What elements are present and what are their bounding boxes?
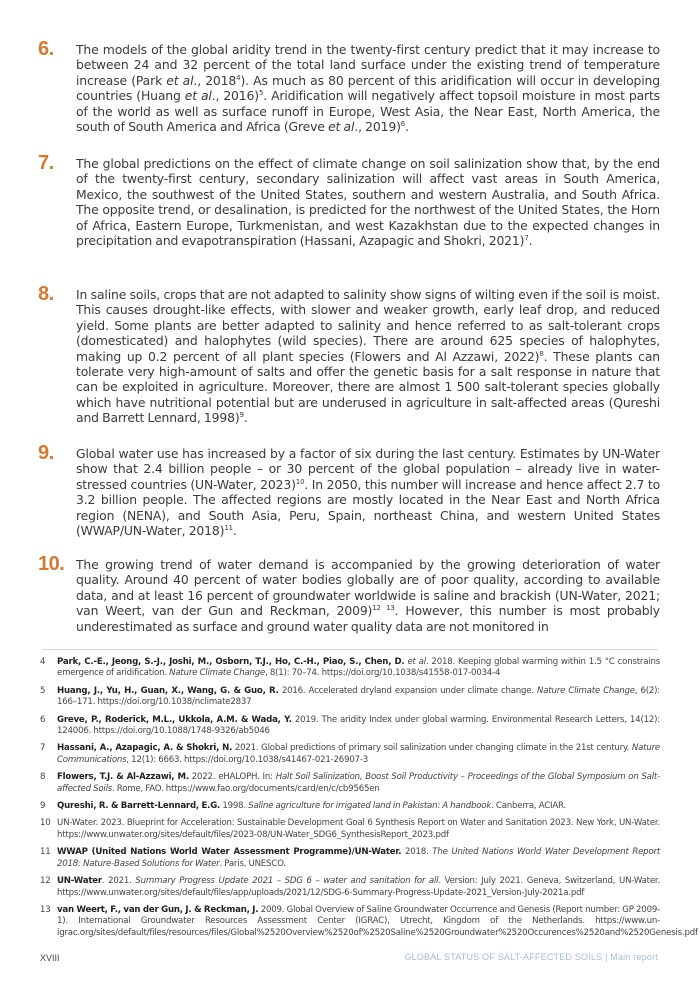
italic-text: et al <box>166 72 194 88</box>
citation-superscript: 10 <box>295 477 305 486</box>
footnote-text[interactable] <box>57 686 660 709</box>
text-run: . Canberra, ACIAR. <box>491 801 567 812</box>
paragraph-number: 6. <box>38 38 54 60</box>
text-run: . Rome, FAO. https://www.fao.org/documents/card/en/c/cb9565en <box>112 783 380 794</box>
text-run: The growing trend of water demand is accompanied by the growing deterioration of water quality. Around 40 percent of water bodies globally are of poor quality, according to available data, and at least 16 percent of groundwater worldwide is saline and brackish (UN-Water, 2021; van Weert, van der Gun and Reckman, 2009) <box>76 557 660 619</box>
text-run: ., 2018 <box>193 72 237 88</box>
footnote-text[interactable] <box>57 772 660 795</box>
footnote-7 <box>40 743 660 766</box>
footnote-6 <box>40 715 660 738</box>
paragraph-6 <box>38 38 660 135</box>
paragraph-number: 7. <box>38 152 54 174</box>
text-run: . <box>232 523 237 539</box>
citation-superscript: 8 <box>539 349 544 358</box>
author-names: Hassani, A., Azapagic, A. & Shokri, N. <box>57 743 233 754</box>
text-run: ., 2016) <box>211 88 259 104</box>
text-run: 2021. Global predictions of primary soil salinization under changing climate in the 21st century. <box>232 743 632 754</box>
footnote-text[interactable] <box>57 743 660 766</box>
footnote-10 <box>40 818 660 841</box>
italic-text: et al <box>184 88 212 104</box>
citation-superscript: 11 <box>224 523 233 532</box>
footnote-separator <box>42 649 658 650</box>
paragraph-text <box>76 446 660 538</box>
italic-text: Saline agriculture for irrigated land in Pakistan: A handbook <box>248 801 492 812</box>
page-number: XVIII <box>40 953 60 963</box>
italic-text: et al <box>407 657 426 667</box>
text-run: The global predictions on the effect of climate change on soil salinization show that, by the end of the twenty-first century, secondary salinization will affect vast areas in South America, Mexico, the southwest of the United States, southern and western Australia, and South Africa. The opposite trend, or desalination, is predicted for the northwest of the United States, the Horn of Africa, Eastern Europe, Turkmenistan, and west Kazakhstan due to the expected changes in precipitation and evapotranspiration (Hassani, Azapagic and Shokri, 2021) <box>76 156 660 249</box>
author-names: Greve, P., Roderick, M.L., Ukkola, A.M. & Wada, Y. <box>57 714 292 725</box>
text-run: 2016. Accelerated dryland expansion under climate change. <box>278 685 538 696</box>
paragraph-10 <box>38 553 660 634</box>
footnote-number: 12 <box>40 876 51 887</box>
text-run: . 2018. Keeping global warming within 1.5 °C constrains emergence of aridification. <box>57 657 661 679</box>
author-names: Qureshi, R. & Barrett-Lennard, E.G. <box>57 801 221 812</box>
italic-text: The United Nations World Water Development Report 2018: Nature-Based Solutions for Water <box>57 847 660 869</box>
citation-superscript: 4 <box>236 73 241 82</box>
citation-superscript: 5 <box>258 89 264 98</box>
italic-text: Summary Progress Update 2021 – SDG 6 – water and sanitation for all <box>135 876 439 887</box>
author-names: Flowers, T.J. & Al-Azzawi, M. <box>57 772 189 783</box>
paragraph-text <box>76 42 660 134</box>
text-run: The models of the global aridity trend in the twenty-first century predict that it may increase to between 24 and 32 percent of the total land surface under the existing trend of temperature increase (Park <box>76 42 660 88</box>
footnote-text[interactable] <box>57 715 660 738</box>
footnote-text[interactable] <box>57 876 660 899</box>
footnote-8 <box>40 772 660 795</box>
footnote-11 <box>40 847 660 870</box>
footnote-number: 11 <box>40 847 51 858</box>
text-run: ). As much as 80 percent of this aridification will occur in developing countries (Huang <box>76 72 660 104</box>
author-names: Park, C.-E., Jeong, S.-J., Joshi, M., Osborn, T.J., Ho, C.-H., Piao, S., Chen, D. <box>57 657 405 667</box>
footnote-text[interactable] <box>57 904 698 939</box>
paragraph-8 <box>38 283 660 426</box>
text-run: Global water use has increased by a factor of six during the last century. Estimates by UN-Water show that 2.4 billion people – or 30 percent of the global population – already live in water-stressed countries (UN-Water, 2023) <box>76 446 660 492</box>
text-run: . These plants can tolerate very high-amount of salts and offer the genetic basis for a salt response in nature that can be exploited in agriculture. Moreover, there are almost 1 500 salt-tolerant species globally which have nutritional potential but are underused in agriculture in salt-affected areas (Qureshi and Barrett Lennard, 1998) <box>76 348 660 426</box>
footnote-9 <box>40 801 660 812</box>
text-run: . However, this number is most probably underestimated as surface and ground water quality data are not monitored in <box>76 603 660 634</box>
text-run: . Version: July 2021. Geneva, Switzerland, UN-Water. https://www.unwater.org/sites/default/files/app/uploads/2021/12/SDG-6-Summary-Progress-Update-2021_Version-July-2021a.pdf <box>57 876 660 898</box>
paragraph-number: 8. <box>38 283 54 305</box>
text-run: 2018. <box>401 847 433 858</box>
text-run: . In 2050, this number will increase and hence affect 2.7 to 3.2 billion people. The affected regions are mostly located in the Near East and North Africa region (NENA), and South Asia, Peru, Spain, northeast China, and western United States (WWAP/UN-Water, 2018) <box>76 476 660 539</box>
paragraph-text <box>76 287 660 426</box>
text-run: 2009. Global Overview of Saline Groundwater Occurrence and Genesis (Report number: GP 2009-1). International Groundwater Resources Assessment Center (IGRAC), Utrecht, Kingdom of the Netherlands. https://www.un-igrac.org/sites/default/files/resources/files/Global%2520Overview%2520of%2520Saline%2520Groundwater%2520Occurences%2520and%2520Genesis.pdf <box>57 904 698 938</box>
text-run: . <box>405 119 409 135</box>
paragraph-7 <box>38 152 660 249</box>
italic-text: Nature Communications <box>57 743 660 765</box>
text-run: UN-Water. 2023. Blueprint for Acceleration: Sustainable Development Goal 6 Synthesis Report on Water and Sanitation 2023. New York, UN-Water. https://www.unwater.org/sites/default/files/2023-08/UN-Water_SDG6_SynthesisReport_2023.pdf <box>57 818 660 840</box>
footnote-number: 10 <box>40 818 51 829</box>
text-run: , 6(2): 166–171. https://doi.org/10.1038/nclimate2837 <box>57 685 660 708</box>
paragraph-text <box>76 156 660 248</box>
footnote-text <box>57 801 660 812</box>
citation-superscript: 12 13 <box>372 604 395 613</box>
footnote-13 <box>40 904 698 939</box>
text-run: 2022. eHALOPH. In: <box>188 772 276 783</box>
italic-text: Nature Climate Change <box>537 685 635 696</box>
citation-superscript: 6 <box>400 119 406 128</box>
footnote-number: 13 <box>40 904 51 915</box>
paragraph-number: 10. <box>38 553 65 575</box>
footnote-number: 5 <box>40 685 46 696</box>
footnote-text[interactable] <box>57 818 660 841</box>
author-names: van Weert, F., van der Gun, J. & Reckman, J. <box>57 904 259 915</box>
running-title: GLOBAL STATUS OF SALT-AFFECTED SOILS | Main report <box>404 952 658 962</box>
text-run: 1998. <box>220 801 249 812</box>
citation-superscript: 7 <box>524 233 529 242</box>
footnote-number: 4 <box>40 657 46 667</box>
text-run: , 12(1): 6663. https://doi.org/10.1038/s41467-021-26907-3 <box>126 754 369 765</box>
footnotes-list <box>40 657 698 945</box>
footnote-4 <box>40 657 660 680</box>
footnote-text[interactable] <box>57 657 660 680</box>
citation-superscript: 9 <box>239 411 244 420</box>
footnote-number: 8 <box>40 772 46 783</box>
author-names: WWAP (United Nations World Water Assessment Programme)/UN-Water. <box>57 847 402 858</box>
text-run: , 8(1): 70–74. https://doi.org/10.1038/s41558-017-0034-4 <box>265 668 501 679</box>
paragraph-number: 9. <box>38 442 54 464</box>
author-names: UN-Water <box>57 876 102 887</box>
paragraph-9 <box>38 442 660 539</box>
text-run: . Aridification will negatively affect topsoil moisture in most parts of the world as well as surface runoff in Europe, West Asia, the Near East, North America, the south of South America and Africa (Greve <box>76 88 660 135</box>
italic-text: Nature Climate Change <box>169 668 266 679</box>
footnote-number: 7 <box>40 743 46 754</box>
footnote-text <box>57 847 660 870</box>
paragraph-text <box>76 557 660 634</box>
text-run: ., 2019) <box>354 119 401 135</box>
text-run: . Paris, UNESCO. <box>219 858 286 869</box>
italic-text: et al <box>328 119 355 135</box>
author-names: Huang, J., Yu, H., Guan, X., Wang, G. & Guo, R. <box>57 685 279 696</box>
italic-text: Halt Soil Salinization, Boost Soil Productivity – Proceedings of the Global Symposium on Salt-affected Soils <box>57 772 660 794</box>
footnote-number: 9 <box>40 801 46 812</box>
footnote-12 <box>40 876 660 899</box>
text-run: . 2021. <box>101 876 136 887</box>
text-run: 2019. The aridity Index under global warming. Environmental Research Letters, 14(12): 124006. https://doi.org/10.1088/1748-9326/ab5046 <box>57 714 660 737</box>
text-run: . <box>243 410 248 426</box>
text-run: In saline soils, crops that are not adapted to salinity show signs of wilting even if the soil is moist. This causes drought-like effects, with slower and weaker growth, early leaf drop, and reduced yield. Some plants are better adapted to salinity and hence referred to as salt-tolerant crops (domesticated) and halophytes (wild species). There are around 625 species of halophytes, making up 0.2 percent of all plant species (Flowers and Al Azzawi, 2022) <box>76 287 660 364</box>
text-run: . <box>528 233 533 249</box>
footnote-number: 6 <box>40 714 46 725</box>
footnote-5 <box>40 686 660 709</box>
